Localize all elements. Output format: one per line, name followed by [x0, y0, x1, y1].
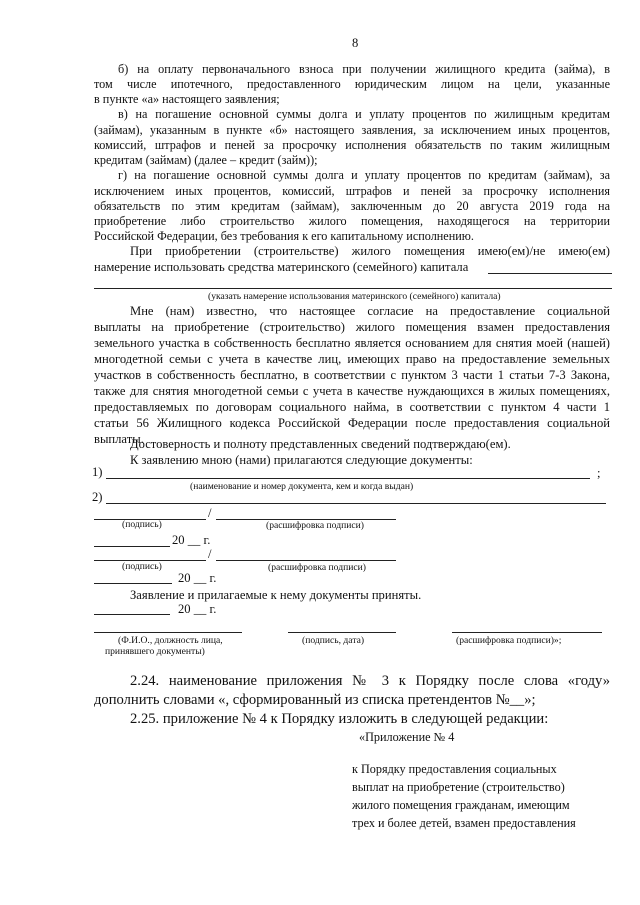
appendix-title: «Приложение № 4	[359, 730, 455, 744]
text-line: 2.24. наименование приложения № 3 к Порядку после слова «году»	[130, 673, 610, 689]
text-line: многодетной семьи с учета в качестве лиц, имеющих право на предоставление земельных	[94, 352, 610, 366]
date-line	[94, 546, 170, 547]
intent-caption: (указать намерение использования материнского (семейного) капитала)	[208, 291, 501, 302]
text-line: выплаты на приобретение (строительство) жилого помещения взамен предоставления	[94, 320, 610, 334]
text-line: Мне (нам) известно, что настоящее согласие на предоставление социальной	[130, 304, 610, 318]
text-line: кредитам (займам) (далее – кредит (займ));	[94, 153, 318, 167]
text-line: (займам), указанным в пункте «б» настоящего заявления, за исключением иных процентов,	[94, 123, 610, 137]
text-line: При приобретении (строительстве) жилого помещения имею(ем)/не имею(ем)	[130, 244, 610, 258]
date-line	[94, 583, 172, 584]
intent-fill-line	[94, 288, 612, 289]
page-number: 8	[352, 36, 359, 50]
text-line: комиссий, штрафов и пеней за просрочку исполнения обязательств по таким жилищным	[94, 138, 610, 152]
text-line: б) на оплату первоначального взноса при получении жилищного кредита (займа), в	[118, 62, 610, 76]
fio-caption: принявшего документы)	[105, 646, 205, 657]
date-text: 20 __ г.	[178, 602, 217, 616]
date-text: 20 __ г.	[178, 571, 217, 585]
text-line: предоставляемых по договорам социального найма, в соответствии с пунктом 4 части 1	[94, 400, 610, 414]
text-line: трех и более детей, взамен предоставления	[352, 816, 576, 830]
doc-caption: (наименование и номер документа, кем и когда выдан)	[190, 481, 414, 492]
doc-number-1: 1)	[92, 465, 103, 479]
accepted-statement: Заявление и прилагаемые к нему документы приняты.	[130, 588, 422, 602]
doc-number-2: 2)	[92, 490, 103, 504]
decode-caption: (расшифровка подписи)	[266, 520, 364, 531]
acceptor-decode-line	[452, 632, 602, 633]
item-2-25: 2.25. приложение № 4 к Порядку изложить в следующей редакции:	[130, 711, 549, 727]
text-line: г) на погашение основной суммы долга и уплату процентов по кредитам (займам), за	[118, 168, 610, 182]
text-line: выплаты.	[94, 432, 144, 446]
attached-docs-heading: К заявлению мною (нами) прилагаются следующие документы:	[130, 453, 473, 467]
doc-1-end-mark: ;	[597, 466, 601, 480]
text-line: том числе ипотечного, предоставленного юридическим лицом на цели, указанные	[94, 77, 610, 91]
fio-caption: (Ф.И.О., должность лица,	[118, 635, 223, 646]
decode-line	[216, 560, 396, 561]
text-line: статьи 56 Жилищного кодекса Российской Федерации после предоставления социальной	[94, 416, 610, 430]
text-line: в пункте «а» настоящего заявления;	[94, 92, 280, 106]
text-line: жилого помещения гражданам, имеющим	[352, 798, 570, 812]
signature-slash: /	[208, 547, 212, 561]
text-line: Российской Федерации, без требования к его капитальному исполнению.	[94, 229, 474, 243]
signature-caption: (подпись)	[122, 519, 162, 530]
signature-slash: /	[208, 506, 212, 520]
text-line: дополнить словами «, сформированный из списка претендентов №__»;	[94, 692, 536, 708]
text-line: намерение использовать средства материнского (семейного) капитала	[94, 260, 469, 274]
doc-1-field-line	[106, 478, 590, 479]
text-line: участков в собственность бесплатно, в соответствии с пунктом 3 части 1 статьи 7-3 Закона,	[94, 368, 610, 382]
sign-date-caption: (подпись, дата)	[302, 635, 365, 646]
decode-caption: (расшифровка подписи)	[268, 562, 366, 573]
acceptor-fio-line	[94, 632, 242, 633]
text-line: к Порядку предоставления социальных	[352, 762, 557, 776]
date-text: 20 __ г.	[172, 533, 211, 547]
text-line: в) на погашение основной суммы долга и уплату процентов по жилищным кредитам	[118, 107, 610, 121]
text-line: приобретение либо строительство жилого помещения, находящегося на территории	[94, 214, 610, 228]
doc-2-field-line	[106, 503, 606, 504]
acceptor-signature-line	[288, 632, 396, 633]
intent-fill-line	[488, 273, 612, 274]
text-line: земельного участка в собственность бесплатно является основанием для снятия моей (нашей)	[94, 336, 610, 350]
signature-caption: (подпись)	[122, 561, 162, 572]
text-line: обязательств по этим кредитам (займам), заключенным до 20 августа 2019 года на	[94, 199, 610, 213]
text-line: исключением иных процентов, комиссий, штрафов и пеней за просрочку исполнения	[94, 184, 610, 198]
text-line: выплат на приобретение (строительство)	[352, 780, 565, 794]
date-line	[94, 614, 170, 615]
text-line: также для снятия многодетной семьи с учета в качестве нуждающихся в жилых помещениях,	[94, 384, 610, 398]
decode-caption-end: (расшифровка подписи)»;	[456, 635, 562, 646]
confirm-statement: Достоверность и полноту представленных сведений подтверждаю(ем).	[130, 437, 511, 451]
